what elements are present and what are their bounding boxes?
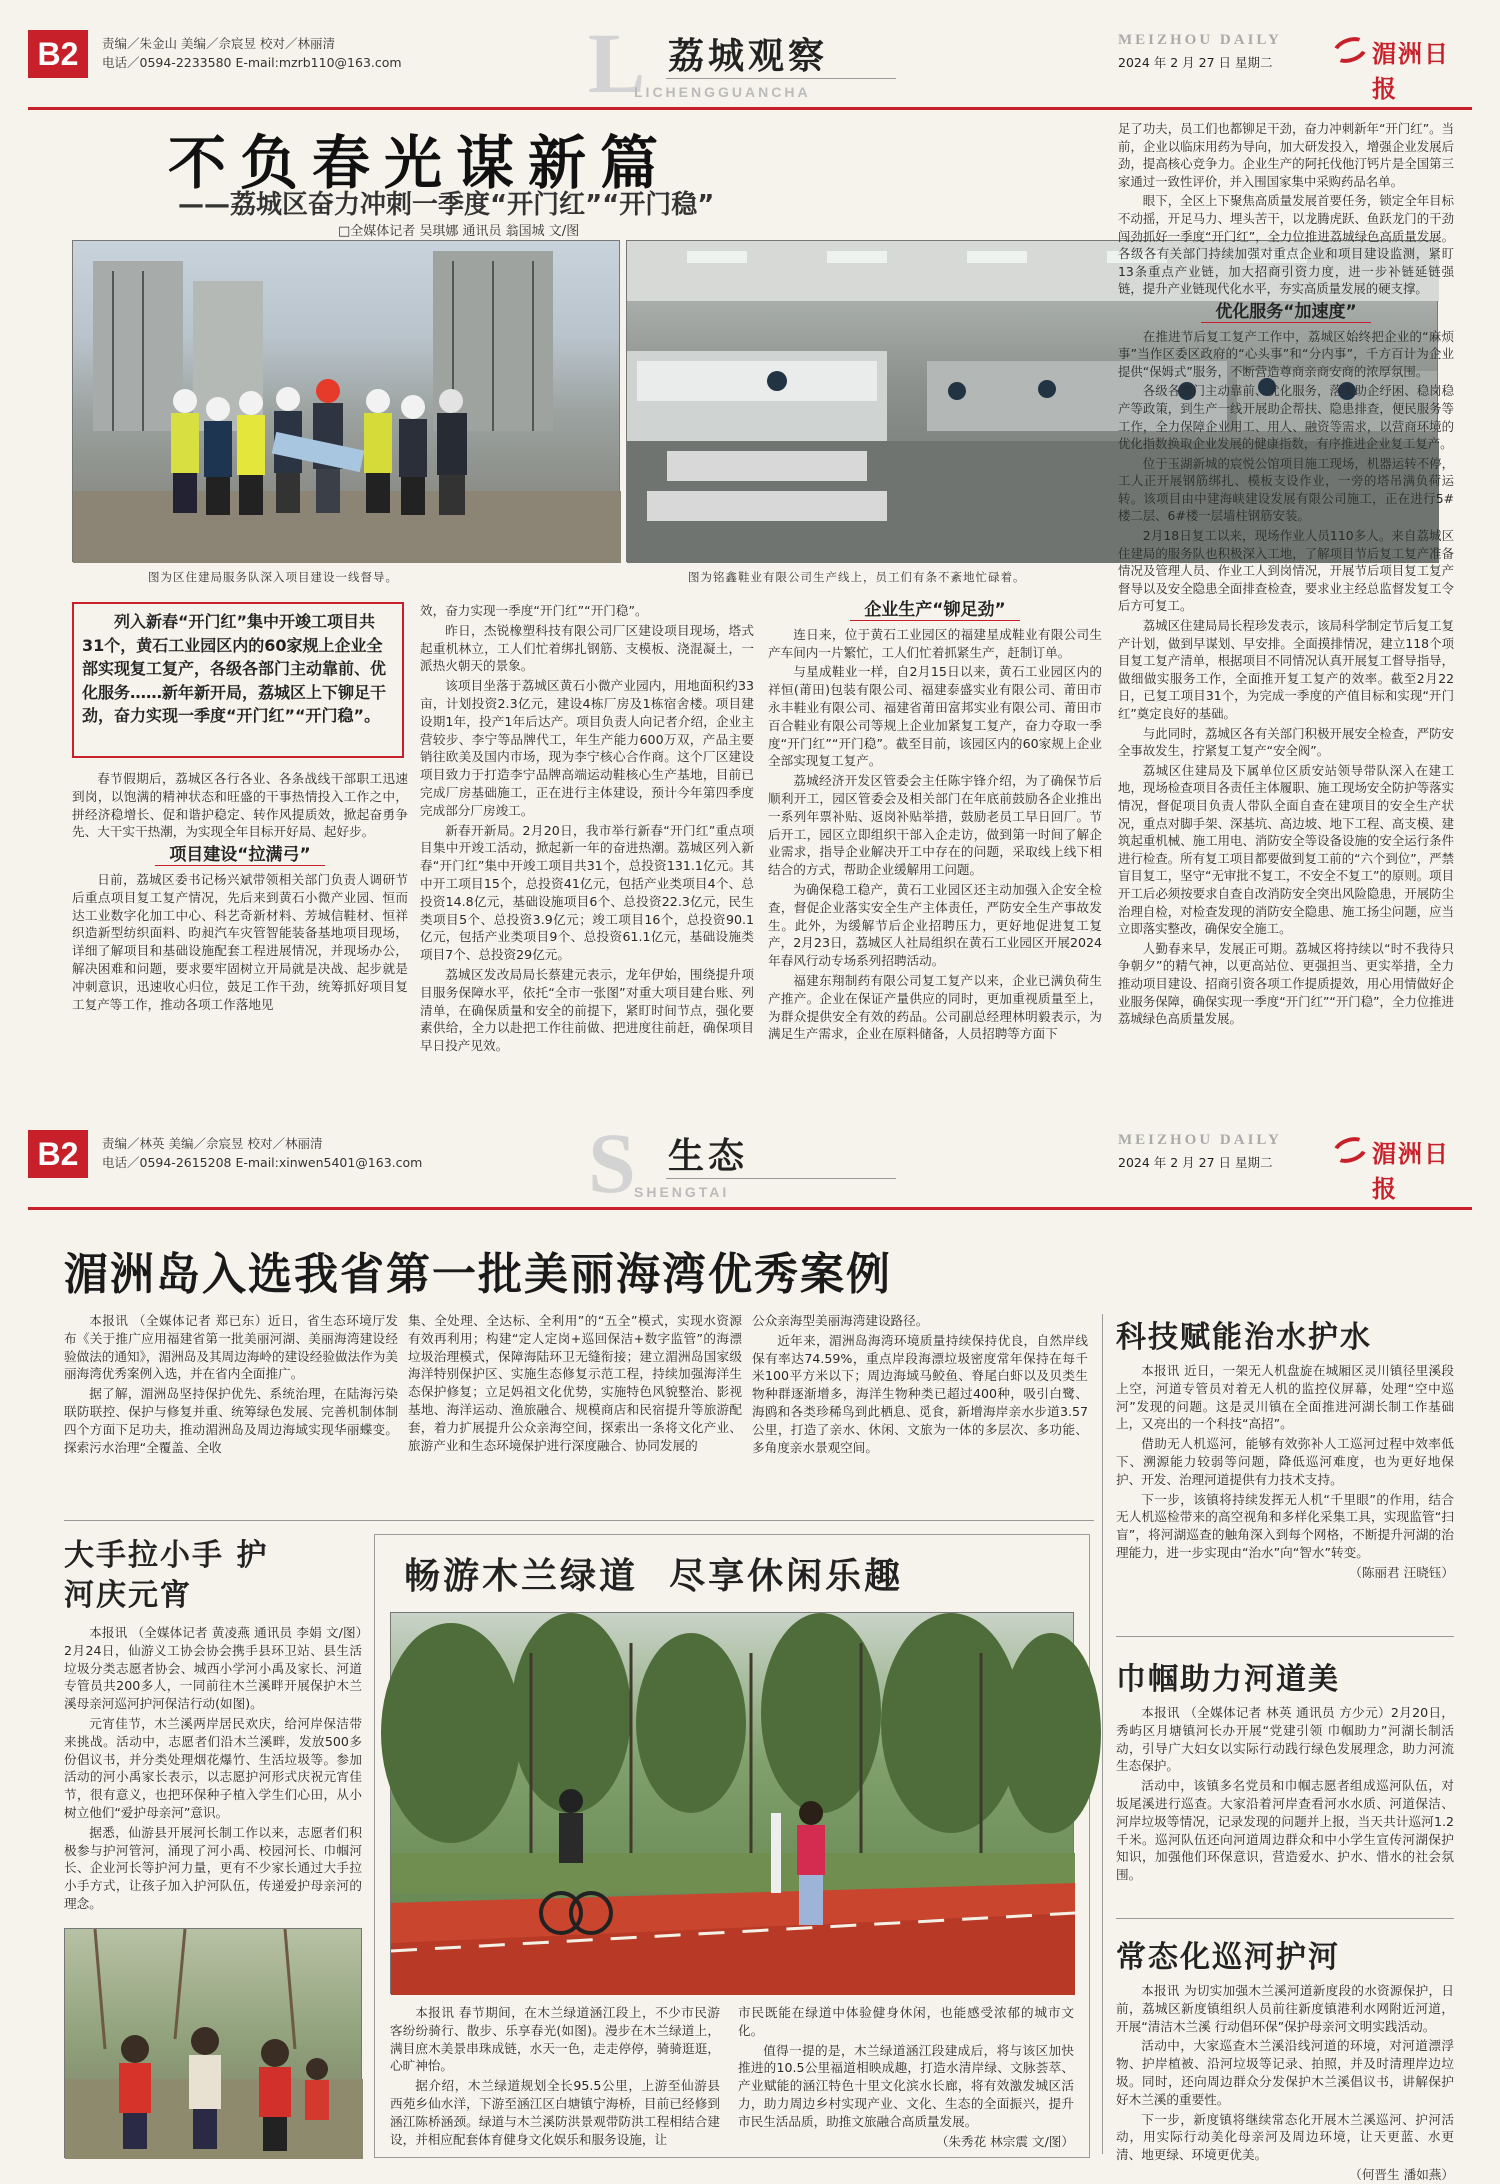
tech-title: 科技赋能治水护水 (1116, 1320, 1372, 1355)
logo-swirl-icon (1329, 33, 1371, 68)
greenway-photo (390, 1612, 1074, 1994)
mzd-column-2 (408, 1312, 742, 1512)
page-ecology (28, 1115, 1472, 2182)
patrol-title: 常态化巡河护河 (1116, 1940, 1340, 1975)
subheading-production (768, 602, 1102, 620)
section-mark (588, 15, 948, 111)
section-pinyin: LICHENGGUANCHA (634, 84, 811, 100)
credit-editors: 责编／朱金山 美编／佘宸昱 校对／林丽清 (102, 36, 335, 51)
women-title: 巾帼助力河道美 (1116, 1662, 1340, 1697)
paper-date: 2024 年 2 月 27 日 星期二 (1118, 55, 1273, 70)
section-pinyin: SHENGTAI (634, 1184, 730, 1200)
paragraph: 据悉，仙游县开展河长制工作以来，志愿者们积极参与护河管河，涌现了河小禹、校园河长、巾帼河长、企业河长等护河力量，更有不少家长通过大手拉小手方式，让孩子加入护河队伍，传递爱护母亲河的理念。 (64, 1824, 362, 1911)
column-3 (768, 602, 1102, 1104)
paragraph: 公众亲海型美丽海湾建设路径。 (752, 1313, 929, 1328)
paragraph: 值得一提的是，木兰绿道涵江段建成后，将与该区加快推进的10.5公里福道相映成趣，打造水清岸绿、文脉荟萃、产业赋能的涵江特色十里文化滨水长廊，将有效激发城区活力，助力周边乡村实现产业、文化、生态的全面振兴，提升市民生活品质，助推文旅融合高质量发展。 (738, 2042, 1074, 2129)
paragraph: 与此同时，荔城区各有关部门积极开展安全检查，严防安全事故发生，拧紧复工复产“安全阀”。 (1118, 725, 1454, 759)
photo-caption-2: 图为铭鑫鞋业有限公司生产线上，员工们有条不紊地忙碌着。 (688, 570, 1026, 584)
tech-byline: （陈丽君 汪晓钰） (1349, 1564, 1454, 1580)
credits (102, 34, 402, 72)
logo-text: 湄洲日报 (1372, 1139, 1450, 1203)
credit-editors: 责编／林英 美编／佘宸昱 校对／林丽清 (102, 1136, 323, 1151)
paragraph: 本报讯 （全媒体记者 黄凌燕 通讯员 李娟 文/图）2月24日，仙游义工协会协会携手县环卫站、县生活垃圾分类志愿者协会、城西小学河小禹及家长、河道专管员共200多人，一同前往木兰溪畔开展保护木兰溪母亲河巡河护河保洁行动(如图)。 (64, 1625, 362, 1712)
column-2 (420, 602, 754, 1104)
paragraph: 2月18日复工以来，现场作业人员110多人。来自荔城区住建局的服务队也积极深入工地，了解项目节后复工复产准备情况及管理人员、作业工人到岗情况，开展节后项目复工复产督导以及安全隐患全面排查检查，要求业主经总监督发复工令后方可复工。 (1118, 528, 1454, 614)
subheadline: ——荔城区奋力冲刺一季度“开门红”“开门稳” (178, 190, 715, 220)
construction-photo (72, 240, 620, 562)
section-mark (588, 1115, 948, 1211)
paragraph: 在推进节后复工复产工作中，荔城区始终把企业的“麻烦事”当作区委区政府的“心头事”和“分内事”，千方百计为企业提供“保姆式”服务，不断营造尊商亲商安商的浓厚氛围。 (1118, 328, 1454, 379)
tech-article (1116, 1362, 1454, 1632)
paragraph: 与星成鞋业一样，自2月15日以来，黄石工业园区内的祥恒(莆田)包装有限公司、福建泰盛实业有限公司、莆田市永丰鞋业有限公司、福建省莆田富邦实业有限公司、莆田市百合鞋业有限公司等规上企业加紧复工复产，奋力夺取一季度“开门红”“开门稳”。截至目前，该园区内的60家规上企业全部实现复工复产。 (768, 664, 1102, 769)
divider (1116, 1636, 1454, 1637)
paragraph: 本报讯 为切实加强木兰溪河道新度段的水资源保护，日前，荔城区新度镇组织人员前往新度镇港利水网附近河道，开展“清洁木兰溪 行动倡环保”保护母亲河文明实践活动。 (1116, 1983, 1454, 2034)
section-name: 生态 (668, 1136, 749, 1177)
subheading-text: 优化服务“加速度” (1201, 302, 1370, 323)
paragraph: 足了功夫，员工们也都铆足干劲，奋力冲刺新年“开门红”。当前，企业以临床用药为导向，加大研发投入，增强企业发展后劲，提高核心竞争力。企业生产的阿托伐他汀钙片是全国第三家通过一致性评价，并入围国家集中采购药品名单。 (1118, 121, 1454, 189)
patrol-article (1116, 1982, 1454, 2182)
page-header (28, 15, 1472, 111)
section-rule (666, 78, 896, 79)
column-1 (72, 770, 408, 1104)
section-letter: L (588, 15, 646, 111)
paragraph: 元宵佳节，木兰溪两岸居民欢庆，给河岸保洁带来挑战。活动中，志愿者们沿木兰溪畔，发放500多份倡议书，并分类处理烟花爆竹、生活垃圾等。参加活动的河小禹家长表示，以志愿护河形式庆祝元宵佳节，很有意义，也把环保种子植入学生们心田，从小树立他们“爱护母亲河”意识。 (64, 1715, 362, 1820)
patrol-byline: （何晋生 潘如燕） (1349, 2166, 1454, 2182)
paragraph: 效，奋力实现一季度“开门红”“开门稳”。 (420, 603, 648, 618)
page-header (28, 1115, 1472, 1211)
paper-date: 2024 年 2 月 27 日 星期二 (1118, 1155, 1273, 1170)
paragraph: 活动中，该镇多名党员和巾帼志愿者组成巡河队伍，对坂尾溪进行巡查。大家沿着河岸查看河水水质、河道保洁、河岸垃圾等情况，记录发现的问题并上报，当天共计巡河1.2千米。巡河队伍还向河道周边群众和中小学生宣传河湖保护知识，加强他们环保意识，营造爱水、护水、惜水的社会氛围。 (1116, 1778, 1454, 1883)
paragraph: 新春开新局。2月20日，我市举行新春“开门红”重点项目集中开竣工活动，掀起新一年的奋进热潮。荔城区列入新春“开门红”集中开竣工项目共31个，总投资131.1亿元。其中开工项目15个，总投资41亿元，包括产业类项目4个、总投资14.8亿元，基础设施项目6个、总投资22.3亿元，民生类项目5个、总投资3.9亿元；竣工项目16个，总投资90.1亿元，包括产业类项目9个、总投资61.1亿元，基础设施类项目7个、总投资29亿元。 (420, 822, 754, 963)
volunteers-photo (64, 1928, 362, 2158)
paragraph: 据了解，湄洲岛坚持保护优先、系统治理，在陆海污染联防联控、保护与修复并重、统筹绿色发展、完善机制体制四个方面下足功夫，推动湄洲岛及周边海域实现华丽蝶变。探索污水治理“全覆盖、全收 (64, 1386, 398, 1455)
logo-text: 湄洲日报 (1372, 39, 1450, 103)
paragraph: 下一步，新度镇将继续常态化开展木兰溪巡河、护河活动，用实际行动美化母亲河及周边环境，让天更蓝、水更清、地更绿、环境更优美。 (1116, 2111, 1454, 2163)
paragraph: 该项目坐落于荔城区黄石小微产业园内，用地面积约33亩，计划投资2.3亿元，建设4栋厂房及1栋宿舍楼。项目建设期1年，投产1年后达产。项目负责人向记者介绍，企业主营较步、李宁等品牌代工，年生产能力600万双，产品主要销往欧美及国内市场，现为李宁核心合作商。这个厂区建设项目致力于打造李宁品牌高端运动鞋核心生产基地，目前已完成厂房基础施工，正在进行主体建设，预计今年第四季度完成部分厂房竣工。 (420, 678, 754, 818)
section-rule (666, 1178, 896, 1179)
women-article (1116, 1704, 1454, 1908)
divider (1116, 1918, 1454, 1919)
greenway-byline: （朱秀花 林宗震 文/图） (935, 2133, 1074, 2149)
column-4 (1118, 120, 1454, 1104)
photo-caption-1: 图为区住建局服务队深入项目建设一线督导。 (148, 570, 398, 584)
lead-summary: 列入新春“开门红”集中开竣工项目共31个，黄石工业园区内的60家规上企业全部实现复工复产，各级各部门主动靠前、优化服务……新年新开局，荔城区上下铆足干劲，奋力实现一季度“开门红”“开门稳”。 (72, 602, 404, 758)
credits (102, 1134, 422, 1172)
column-divider (1102, 1314, 1103, 2154)
paragraph: 本报讯 （全媒体记者 郑已东）近日，省生态环境厅发布《关于推广应用福建省第一批美丽河湖、美丽海湾建设经验做法的通知》，湄洲岛及其周边海岭的建设经验做法作为美丽海湾优秀案例入选，并在省内全面推广。 (64, 1313, 398, 1382)
paragraph: 市民既能在绿道中体验健身休闲，也能感受浓郁的城市文化。 (738, 2005, 1074, 2038)
paper-info (1118, 1132, 1282, 1171)
paragraph: 荔城区住建局局长程珍发表示，该局科学制定节后复工复产计划，做到早谋划、早安排。全面摸排情况，建立118个项目复工复产清单，根据项目不同情况认真开展复工督导指导，做细做实服务工作，全面推开复工复产的效率。截至2月22日，已复工项目31个，为完成一季度的产值目标和实现“开门红”奠定良好的基础。 (1118, 618, 1454, 721)
paragraph: 荔城区发改局局长蔡建元表示，龙年伊始，围绕提升项目服务保障水平，依托“全市一张图”对重大项目建台账、列清单，在确保质量和安全的前提下，紧盯时间节点，强化要素供给，全力以赴把工作往前做、把进度往前赶，确保项目早日投产见效。 (420, 966, 754, 1054)
mzd-column-3 (752, 1312, 1088, 1512)
byline: □全媒体记者 吴琪娜 通讯员 翁国城 文/图 (338, 224, 580, 239)
paper-name: MEIZHOU DAILY (1118, 32, 1282, 48)
paragraph: 下一步，该镇将持续发挥无人机“千里眼”的作用，结合无人机巡检带来的高空视角和多样化采集工具，实现监管“扫盲”，将河湖巡查的触角深入到每个网格，不断提升河湖的治理能力，进一步实现由“治水”向“智水”转变。 (1116, 1491, 1454, 1560)
volunteers-scene (65, 1929, 363, 2159)
subheading-text: 企业生产“铆足劲” (850, 600, 1019, 621)
greenway-column-2 (738, 2004, 1074, 2154)
paragraph: 本报讯 春节期间，在木兰绿道涵江段上，不少市民游客纷纷骑行、散步、乐享春光(如图)。漫步在木兰绿道上，满目庶木美景串珠成链，水天一色，走走停停，骑骑逛逛，心旷神怡。 (390, 2005, 720, 2074)
handinhand-article (64, 1624, 362, 1920)
logo-swirl-icon (1329, 1133, 1371, 1168)
credit-contact: 电话／0594-2233580 E-mail:mzrb110@163.com (102, 55, 402, 70)
paragraph: 为确保稳工稳产，黄石工业园区还主动加强入企安全检查，督促企业落实安全生产主体责任，严防安全生产事故发生。此外，为缓解节后企业招聘压力，更好地促进复工复产，2月23日，荔城区人社局组织在黄石工业园区开展2024年春风行动专场系列招聘活动。 (768, 881, 1102, 969)
page-badge: B2 (28, 1130, 88, 1178)
paragraph: 连日来，位于黄石工业园区的福建星成鞋业有限公司生产车间内一片繁忙，工人们忙着抓紧生产，赶制订单。 (768, 626, 1102, 660)
paragraph: 眼下，全区上下聚焦高质量发展首要任务，锁定全年目标不动摇，开足马力、埋头苦干，以龙腾虎跃、鱼跃龙门的干劲闯劲抓好一季度“开门红”，全力位推进荔城绿色高质量发展。各级各有关部门持续加强对重点企业和项目建设监测，紧盯13条重点产业链，加大招商引资力度，进一步补链延链强链，提升产业链现代化水平，夯实高质量发展的硬支撑。 (1118, 193, 1454, 297)
paragraph: 日前，荔城区委书记杨兴斌带领相关部门负责人调研节后重点项目复工复产情况，先后来到黄石小微产业园、恒而达工业数字化加工中心、科艺奇新材料、芳城信鞋材、恒祥织造新型纺织面料、昀昶汽车灾管智能装备基地项目现场，详细了解项目和基础设施配套工程进展情况，并现场办公，解决困难和问题，要求要牢固树立开局就是决战、起步就是冲刺意识，迅速收心归位，鼓足工作干劲，统筹抓好项目复工复产等工作，推动各项工作落地见 (72, 871, 408, 1012)
paragraph: 本报讯 近日，一架无人机盘旋在城厢区灵川镇径里溪段上空，河道专管员对着无人机的监控仪屏幕，处理“空中巡河”发现的问题。这是灵川镇在全面推进河湖长制工作基础上，又亮出的一个科技“高招”。 (1116, 1363, 1454, 1432)
paragraph: 集、全处理、全达标、全利用”的“五全”模式，实现水资源有效再利用；构建“定人定岗+巡回保洁+数字监管”的海漂垃圾治理模式，保障海陆环卫无缝衔接；建立湄洲岛国家级海洋特别保护区、实施生态修复示范工程，持续加强海洋生态保护修复；立足妈祖文化优势，实施特色风貌整治、影视基地、海洋运动、渔旅融合、规模商店和民宿提升等旅游配套，着力扩展提升公众亲海空间，探索出一条将文化产业、旅游产业和生态环境保护进行深度融合、协同发展的 (408, 1313, 742, 1453)
newspaper-logo (1332, 1130, 1472, 1203)
mzd-column-1 (64, 1312, 398, 1512)
paragraph: 荔城经济开发区管委会主任陈宇锋介绍，为了确保节后顺利开工，园区管委会及相关部门在年底前鼓励各企业推出一系列年票补贴、返岗补贴举措，鼓励老员工早日回厂。节后开工，园区立即组织干部入企走访，做到第一时间了解企业需求，指导企业解决开工中存在的问题，采取线上线下相结合的方式，帮助企业缓解用工问题。 (768, 773, 1102, 878)
section-name: 荔城观察 (668, 36, 829, 77)
paragraph: 借助无人机巡河，能够有效弥补人工巡河过程中效率低下、溯源能力较弱等问题，降低巡河难度，也为更好地保护、开发、治理河道提供有力技术支持。 (1116, 1436, 1454, 1487)
greenway-column-1 (390, 2004, 720, 2154)
page-licheng (28, 15, 1472, 1104)
greenway-title: 畅游木兰绿道 尽享休闲乐趣 (404, 1556, 904, 1597)
subheading-service (1118, 301, 1454, 322)
paper-info (1118, 32, 1282, 71)
subheading-text: 项目建设“拉满弓” (155, 845, 324, 866)
paragraph: 据介绍，木兰绿道规划全长95.5公里，上游至仙游县西苑乡仙水洋，下游至涵江区白塘镇宁海桥，目前已经修到涵江陈桥涵颈。绿道与木兰溪防洪景观带防洪工程相结合建设，并相应配套体育健身文化娱乐和服务设施，让 (390, 2078, 720, 2147)
subheading-projects (72, 847, 408, 865)
paragraph: 昨日，杰锐橡塑科技有限公司厂区建设项目现场，塔式起重机林立，工人们忙着绑扎钢筋、支模板、浇混凝土，一派热火朝天的景象。 (420, 622, 754, 674)
newspaper-logo (1332, 30, 1472, 103)
paragraph: 人勤春来早，发展正可期。荔城区将持续以“时不我待只争朝夕”的精气神，以更高站位、更强担当、更实举措，全力推动项目建设、招商引资各项工作提质提效，用心用情做好企业服务保障，确保实现一季度“开门红”“开门稳”，全力位推进荔城绿色高质量发展。 (1118, 940, 1454, 1027)
headline: 不负春光谋新篇 (168, 129, 673, 197)
handinhand-title: 大手拉小手 护河庆元宵 (64, 1538, 269, 1613)
credit-contact: 电话／0594-2615208 E-mail:xinwen5401@163.com (102, 1155, 423, 1170)
headline: 湄洲岛入选我省第一批美丽海湾优秀案例 (64, 1249, 892, 1300)
section-letter: S (588, 1115, 636, 1211)
paragraph: 荔城区住建局及下属单位区质安站领导带队深入在建工地，现场检查项目各责任主体履职、施工现场安全防护等落实情况，督促项目负责人带队全面自查在建项目的安全生产状况，重点对脚手架、深基坑、高边坡、地下工程、高支模、建筑起重机械、施工用电、消防安全等设备设施的安全运行条件进行检查。所有复工项目都要做到复工前的“六个到位”，严禁盲目复工，坚守“无审批不复工，不安全不复工”的原则。项目开工后必须按要求自查自改消防安全突出风险隐患，开展防尘治理自检，对检查发现的消防安全隐患、施工扬尘问题，应当立即落实整改，确保安全施工。 (1118, 762, 1454, 937)
paragraph: 春节假期后，荔城区各行各业、各条战线干部职工迅速到岗，以饱满的精神状态和旺盛的干事热情投入工作之中，拼经济稳增长、促和谐护稳定、转作风提质效，掀起奋勇争先、大干实干热潮，为实现全年目标开好局、起好步。 (72, 771, 408, 840)
paragraph: 本报讯 （全媒体记者 林英 通讯员 方少元）2月20日，秀屿区月塘镇河长办开展“党建引领 巾帼助力”河湖长制活动，引导广大妇女以实际行动践行绿色发展理念，助力河流生态保护。 (1116, 1705, 1454, 1774)
section-divider (64, 1520, 1094, 1521)
greenway-scene (391, 1613, 1075, 1995)
paragraph: 活动中，大家巡查木兰溪沿线河道的环境，对河道漂浮物、护岸植被、沿河垃圾等记录、拍照，并及时清理岸边垃圾。同时，还向周边群众分发保护木兰溪倡议书，讲解保护好木兰溪的重要性。 (1116, 2038, 1454, 2107)
paragraph: 位于玉湖新城的宸悦公馆项目施工现场，机器运转不停，工人正开展钢筋绑扎、模板支设作业，一旁的塔吊满负荷运转。该项目由中建海峡建设发展有限公司施工，正在进行5#楼二层、6#楼一层墙柱钢筋安装。 (1118, 455, 1454, 524)
paragraph: 各级各部门主动靠前、优化服务，落实助企纾困、稳岗稳产等政策，到生产一线开展助企帮扶、隐患排查，便民服务等工作，全力保障企业用工、用人、融资等需求，以营商环境的优化指数换取企业发展的健康指数，有序推进企业复工复产。 (1118, 383, 1454, 452)
paper-name: MEIZHOU DAILY (1118, 1132, 1282, 1148)
paragraph: 近年来，湄洲岛海湾环境质量持续保持优良，自然岸线保有率达74.59%，重点岸段海漂垃圾密度常年保持在每千米100平方米以下；周边海域马鲛鱼、脊尾白虾以及贝类生物种群逐渐增多，海洋生物种类已超过400种，吸引白鹭、海鸥和各类珍稀鸟到此栖息、觅食，新增海岸亲水步道3.57公里，打造了亲水、休闲、文旅为一体的多层次、多功能、多角度亲水景观空间。 (752, 1332, 1088, 1455)
page-badge: B2 (28, 30, 88, 78)
construction-scene (73, 241, 621, 563)
paragraph: 福建东翔制药有限公司复工复产以来，企业已满负荷生产推产。企业在保证产量供应的同时，更加重视质量至上，为群众提供安全有效的药品。公司副总经理林明毅表示，为满足生产需求，企业在原料储备，人员招聘等方面下 (768, 972, 1102, 1042)
